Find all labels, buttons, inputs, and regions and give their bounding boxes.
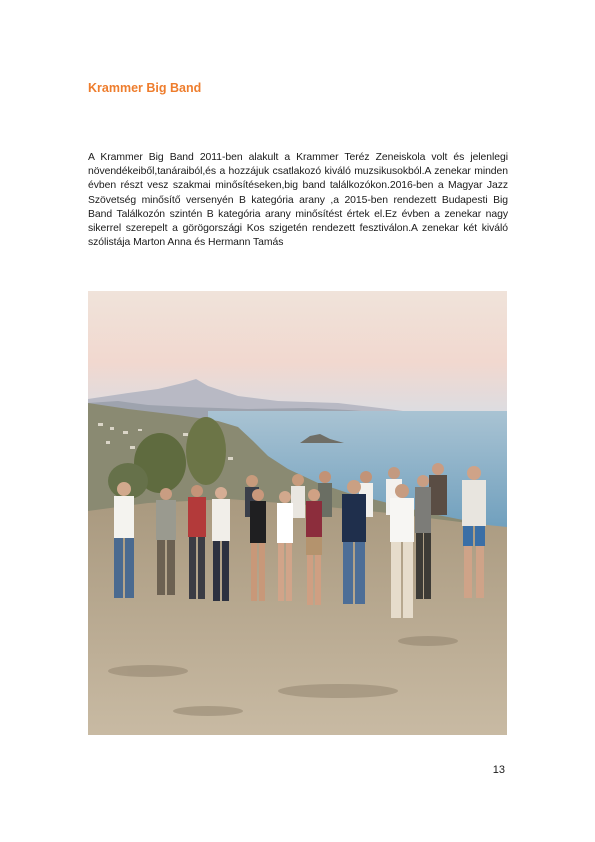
- page-number: 13: [492, 764, 505, 776]
- body-paragraph: A Krammer Big Band 2011-ben alakult a Krammer Teréz Zeneiskola volt és jelenlegi növendékeiből,tanáraiból,és a hozzájuk csatlakozó kiváló muzsikusokból.A zenekar minden évben részt vesz szakmai minősítéseken,big band találkozókon.2016-ben a Magyar Jazz Szövetség minősítő versenyén B kategória arany ,a 2015-ben rendezett Budapesti Big Band Találkozón szintén B kategória arany minősítést értek el.Ez évben a zenekar nagy sikerrel szerepelt a görögországi Kos szigetén rendezett fesztiválon.A zenekar két kiváló szólistája Marton Anna és Hermann Tamás: [88, 152, 508, 249]
- section-title: Krammer Big Band: [88, 81, 202, 95]
- group-photo: [88, 291, 507, 735]
